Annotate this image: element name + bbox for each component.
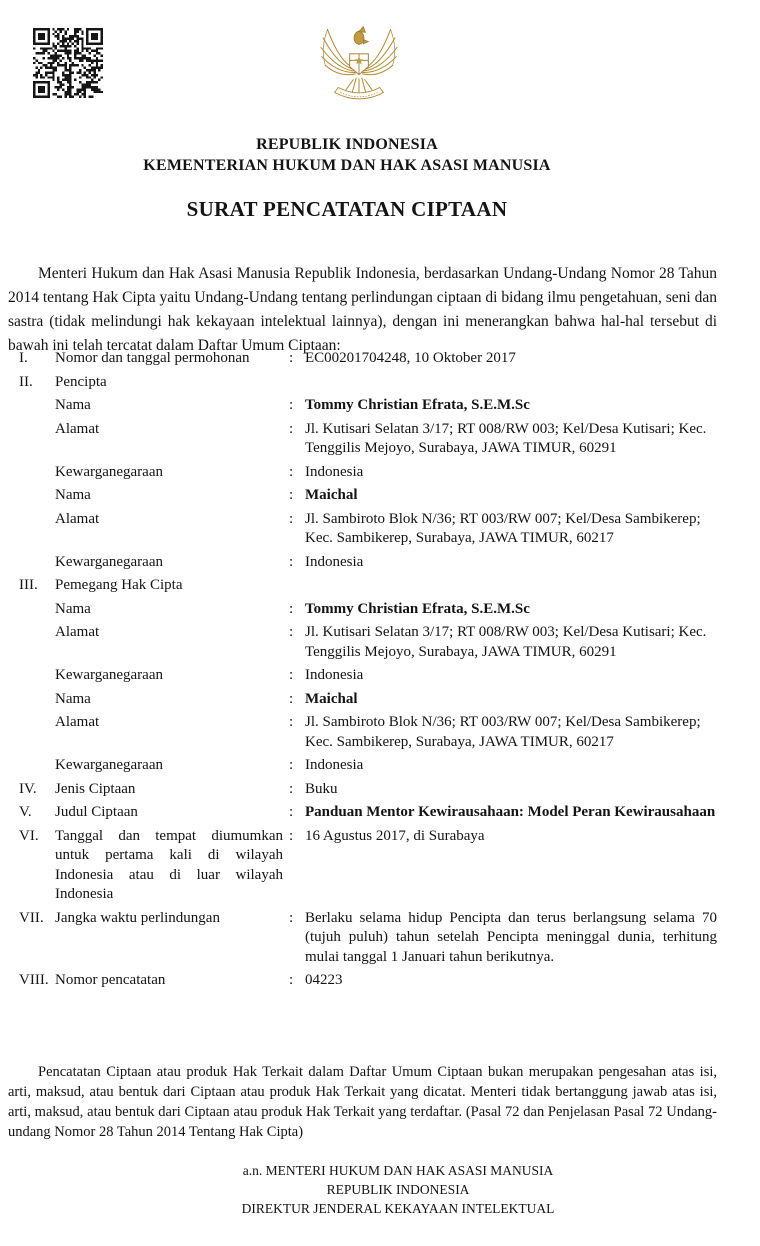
- item-numeral: IV.: [19, 780, 37, 797]
- item-value: Indonesia: [305, 667, 364, 683]
- item-colon: :: [289, 553, 294, 570]
- item-row: [19, 553, 717, 573]
- item-label: Kewarganegaraan: [55, 757, 163, 773]
- item-value: [305, 576, 717, 596]
- item-row: [19, 349, 717, 369]
- item-label: Nomor dan tanggal permohonan: [55, 350, 250, 366]
- item-numeral: VII.: [19, 909, 44, 926]
- item-label: Jangka waktu perlindungan: [55, 909, 220, 926]
- item-value: Tommy Christian Efrata, S.E.M.Sc: [305, 397, 530, 413]
- item-numeral: VIII.: [19, 972, 49, 988]
- item-value: Indonesia: [305, 757, 364, 773]
- item-row: [19, 420, 717, 459]
- item-colon: :: [289, 420, 294, 437]
- item-numeral: [19, 713, 55, 752]
- item-row: [19, 373, 717, 393]
- item-colon: :: [289, 909, 294, 926]
- item-row: [19, 486, 717, 506]
- item-row: [19, 600, 717, 620]
- item-row: [19, 510, 717, 549]
- item-colon: :: [289, 780, 294, 797]
- item-label: Nomor pencatatan: [55, 972, 166, 988]
- item-value: [305, 373, 717, 393]
- item-numeral: [19, 756, 55, 776]
- item-colon: :: [289, 350, 294, 366]
- item-label: Alamat: [55, 624, 100, 640]
- item-value: Maichal: [305, 487, 358, 503]
- item-colon: :: [289, 827, 294, 844]
- item-colon: :: [289, 510, 294, 527]
- item-label: Alamat: [55, 510, 100, 527]
- item-label: Alamat: [55, 420, 100, 437]
- item-value: Tommy Christian Efrata, S.E.M.Sc: [305, 600, 530, 617]
- item-colon: [289, 373, 305, 393]
- item-value: Buku: [305, 780, 338, 797]
- item-numeral: [19, 510, 55, 549]
- item-colon: :: [289, 624, 294, 640]
- item-label: Alamat: [55, 714, 100, 730]
- item-colon: :: [289, 487, 294, 503]
- garuda-pancasila-emblem: [316, 18, 402, 114]
- items-list: [19, 349, 717, 995]
- item-numeral: III.: [19, 577, 38, 593]
- item-value: Maichal: [305, 690, 358, 707]
- signature-line-1: a.n. MENTERI HUKUM DAN HAK ASASI MANUSIA: [242, 1163, 554, 1178]
- item-numeral: [19, 396, 55, 416]
- item-colon: [289, 576, 305, 596]
- item-colon: :: [289, 804, 294, 820]
- item-label: Nama: [55, 600, 91, 617]
- item-label: Jenis Ciptaan: [55, 780, 136, 797]
- item-numeral: I.: [19, 350, 28, 366]
- item-label: Pemegang Hak Cipta: [55, 577, 183, 593]
- item-colon: :: [289, 757, 294, 773]
- item-colon: :: [289, 463, 294, 480]
- item-row: [19, 803, 717, 823]
- disclaimer-paragraph: Pencatatan Ciptaan atau produk Hak Terkait dalam Daftar Umum Ciptaan bukan merupakan pengesahan atas isi, arti, maksud, atau bentuk dari Ciptaan atau produk Hak Terkait yang dicatat. Menteri tidak bertanggung jawab atas isi, arti, maksud, atau bentuk dari Ciptaan atau produk Hak Terkait yang terdaftar. (Pasal 72 dan Penjelasan Pasal 72 Undang-undang Nomor 28 Tahun 2014 Tentang Hak Cipta): [8, 1063, 717, 1141]
- item-row: [19, 666, 717, 686]
- item-label: Judul Ciptaan: [55, 804, 138, 820]
- item-label: Nama: [55, 690, 91, 707]
- ministry-header: [0, 134, 694, 176]
- item-row: [19, 756, 717, 776]
- item-value: Indonesia: [305, 463, 364, 480]
- item-value: Jl. Kutisari Selatan 3/17; RT 008/RW 003; Kel/Desa Kutisari; Kec. Tenggilis Mejoyo, Surabaya, JAWA TIMUR, 60291: [305, 624, 707, 660]
- item-numeral: [19, 623, 55, 662]
- item-row: [19, 713, 717, 752]
- item-label: Kewarganegaraan: [55, 463, 163, 480]
- item-value: Indonesia: [305, 553, 364, 570]
- item-numeral: [19, 600, 55, 620]
- country-name: REPUBLIK INDONESIA: [256, 136, 438, 153]
- signature-line-3: DIREKTUR JENDERAL KEKAYAAN INTELEKTUAL: [241, 1201, 555, 1216]
- item-colon: :: [289, 714, 294, 730]
- item-value: EC00201704248, 10 Oktober 2017: [305, 350, 516, 366]
- item-colon: :: [289, 600, 294, 617]
- item-row: [19, 576, 717, 596]
- item-row: [19, 909, 717, 968]
- item-value: Berlaku selama hidup Pencipta dan terus berlangsung selama 70 (tujuh puluh) tahun setelah Pencipta meninggal dunia, terhitung mulai tanggal 1 Januari tahun berikutnya.: [305, 909, 717, 965]
- item-value: Jl. Kutisari Selatan 3/17; RT 008/RW 003; Kel/Desa Kutisari; Kec. Tenggilis Mejoyo, Surabaya, JAWA TIMUR, 60291: [305, 420, 707, 456]
- item-numeral: [19, 690, 55, 710]
- item-numeral: [19, 486, 55, 506]
- item-label: Tanggal dan tempat diumumkan untuk pertama kali di wilayah Indonesia atau di luar wilayah Indonesia: [55, 827, 283, 902]
- item-value: Jl. Sambiroto Blok N/36; RT 003/RW 007; Kel/Desa Sambikerep; Kec. Sambikerep, Surabaya, JAWA TIMUR, 60217: [305, 714, 701, 750]
- item-value: Panduan Mentor Kewirausahaan: Model Peran Kewirausahaan: [305, 804, 716, 820]
- signature-line-2: REPUBLIK INDONESIA: [326, 1182, 470, 1197]
- item-numeral: [19, 553, 55, 573]
- item-numeral: [19, 420, 55, 459]
- item-row: [19, 623, 717, 662]
- item-label: Nama: [55, 397, 91, 413]
- item-colon: :: [289, 972, 294, 988]
- signature-block: [80, 1161, 716, 1218]
- item-value: 04223: [305, 972, 343, 988]
- item-label: Pencipta: [55, 373, 107, 390]
- item-numeral: [19, 666, 55, 686]
- item-row: [19, 827, 717, 905]
- item-row: [19, 780, 717, 800]
- item-row: [19, 396, 717, 416]
- item-row: [19, 971, 717, 991]
- item-label: Kewarganegaraan: [55, 667, 163, 683]
- qr-code: [33, 28, 103, 98]
- item-label: Kewarganegaraan: [55, 553, 163, 570]
- item-numeral: [19, 463, 55, 483]
- item-numeral: VI.: [19, 827, 39, 844]
- item-colon: :: [289, 690, 294, 707]
- item-numeral: II.: [19, 373, 33, 390]
- item-colon: :: [289, 667, 294, 683]
- ministry-name: KEMENTERIAN HUKUM DAN HAK ASASI MANUSIA: [143, 157, 551, 174]
- item-label: Nama: [55, 487, 91, 503]
- item-colon: :: [289, 397, 294, 413]
- item-value: Jl. Sambiroto Blok N/36; RT 003/RW 007; Kel/Desa Sambikerep; Kec. Sambikerep, Surabaya, JAWA TIMUR, 60217: [305, 510, 701, 546]
- document-title: SURAT PENCATATAN CIPTAAN: [186, 197, 508, 221]
- item-numeral: V.: [19, 804, 32, 820]
- item-value: 16 Agustus 2017, di Surabaya: [305, 827, 485, 844]
- item-row: [19, 463, 717, 483]
- intro-paragraph: Menteri Hukum dan Hak Asasi Manusia Republik Indonesia, berdasarkan Undang-Undang Nomor 28 Tahun 2014 tentang Hak Cipta yaitu Undang-Undang tentang perlindungan ciptaan di bidang ilmu pengetahuan, seni dan sastra (tidak melindungi hak kekayaan intelektual lainnya), dengan ini menerangkan bahwa hal-hal tersebut di bawah ini telah tercatat dalam Daftar Umum Ciptaan:: [8, 264, 717, 354]
- item-row: [19, 690, 717, 710]
